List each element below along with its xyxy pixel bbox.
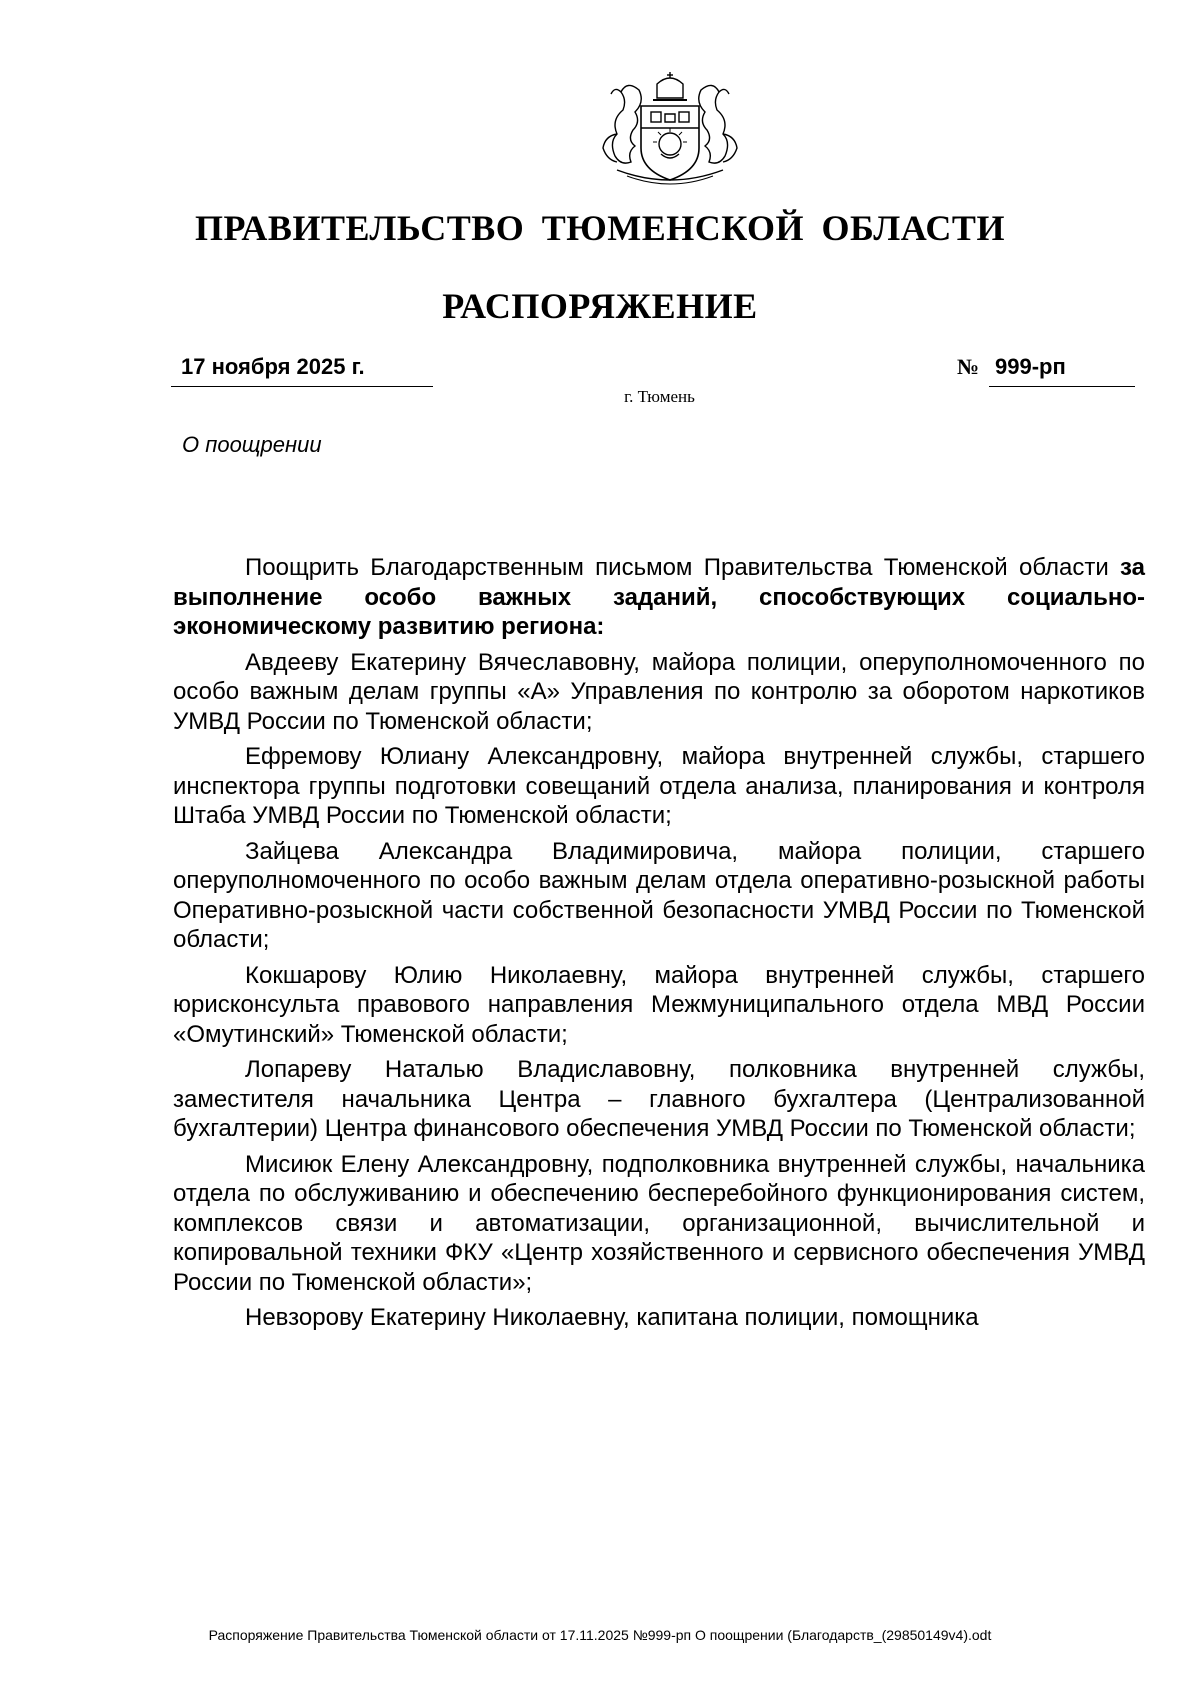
intro-paragraph — [173, 553, 1145, 642]
intro-plain-text: Поощрить Благодарственным письмом Правительства Тюменской области — [245, 554, 1109, 581]
award-paragraph: Ефремову Юлиану Александровну, майора внутренней службы, старшего инспектора группы подготовки совещаний отдела анализа, планирования и контроля Штаба УМВД России по Тюменской области; — [173, 743, 1145, 829]
coat-of-arms-emblem — [597, 70, 743, 188]
date-field — [171, 352, 433, 387]
document-date: 17 ноября 2025 г. — [181, 354, 365, 379]
document-subject: О поощрении — [182, 432, 322, 457]
award-paragraph: Кокшарову Юлию Николаевну, майора внутренней службы, старшего юрисконсульта правового направления Межмуниципального отдела МВД России «Омутинский» Тюменской области; — [173, 961, 1145, 1048]
organization-title: ПРАВИТЕЛЬСТВО ТЮМЕНСКОЙ ОБЛАСТИ — [195, 208, 1005, 248]
number-sign: № — [957, 354, 980, 379]
award-paragraph: Зайцева Александра Владимировича, майора полиции, старшего оперуполномоченного по особо важным делам отдела оперативно-розыскной работы Оперативно-розыскной части собственной безопасности УМВД России по Тюменской области; — [173, 837, 1145, 953]
award-paragraph: Невзорову Екатерину Николаевну, капитана полиции, помощника — [245, 1304, 979, 1331]
award-paragraph: Авдееву Екатерину Вячеславовну, майора полиции, оперуполномоченного по особо важным делам группы «А» Управления по контролю за оборотом наркотиков УМВД России по Тюменской области; — [173, 648, 1145, 735]
award-paragraph: Мисиюк Елену Александровну, подполковника внутренней службы, начальника отдела по обслуживанию и обеспечению бесперебойного функционирования систем, комплексов связи и автоматизации, организационной, вычислительной и копировальной техники ФКУ «Центр хозяйственного и сервисного обеспечения УМВД России по Тюменской области»; — [173, 1150, 1145, 1296]
intro-bold-text: за выполнение особо важных заданий, способствующих социально-экономическому развитию региона: — [173, 554, 1145, 640]
award-paragraph: Лопареву Наталью Владиславовну, полковника внутренней службы, заместителя начальника Центра – главного бухгалтера (Централизованной бухгалтерии) Центра финансового обеспечения УМВД России по Тюменской области; — [173, 1056, 1145, 1142]
page-footer: Распоряжение Правительства Тюменской области от 17.11.2025 №999-рп О поощрении (Благодарств_(29850149v4).odt — [208, 1627, 992, 1643]
document-body — [173, 553, 1145, 1339]
document-number: 999-рп — [995, 354, 1066, 379]
document-city: г. Тюмень — [624, 387, 695, 406]
number-field — [989, 352, 1135, 387]
document-type-title: РАСПОРЯЖЕНИЕ — [442, 286, 758, 326]
